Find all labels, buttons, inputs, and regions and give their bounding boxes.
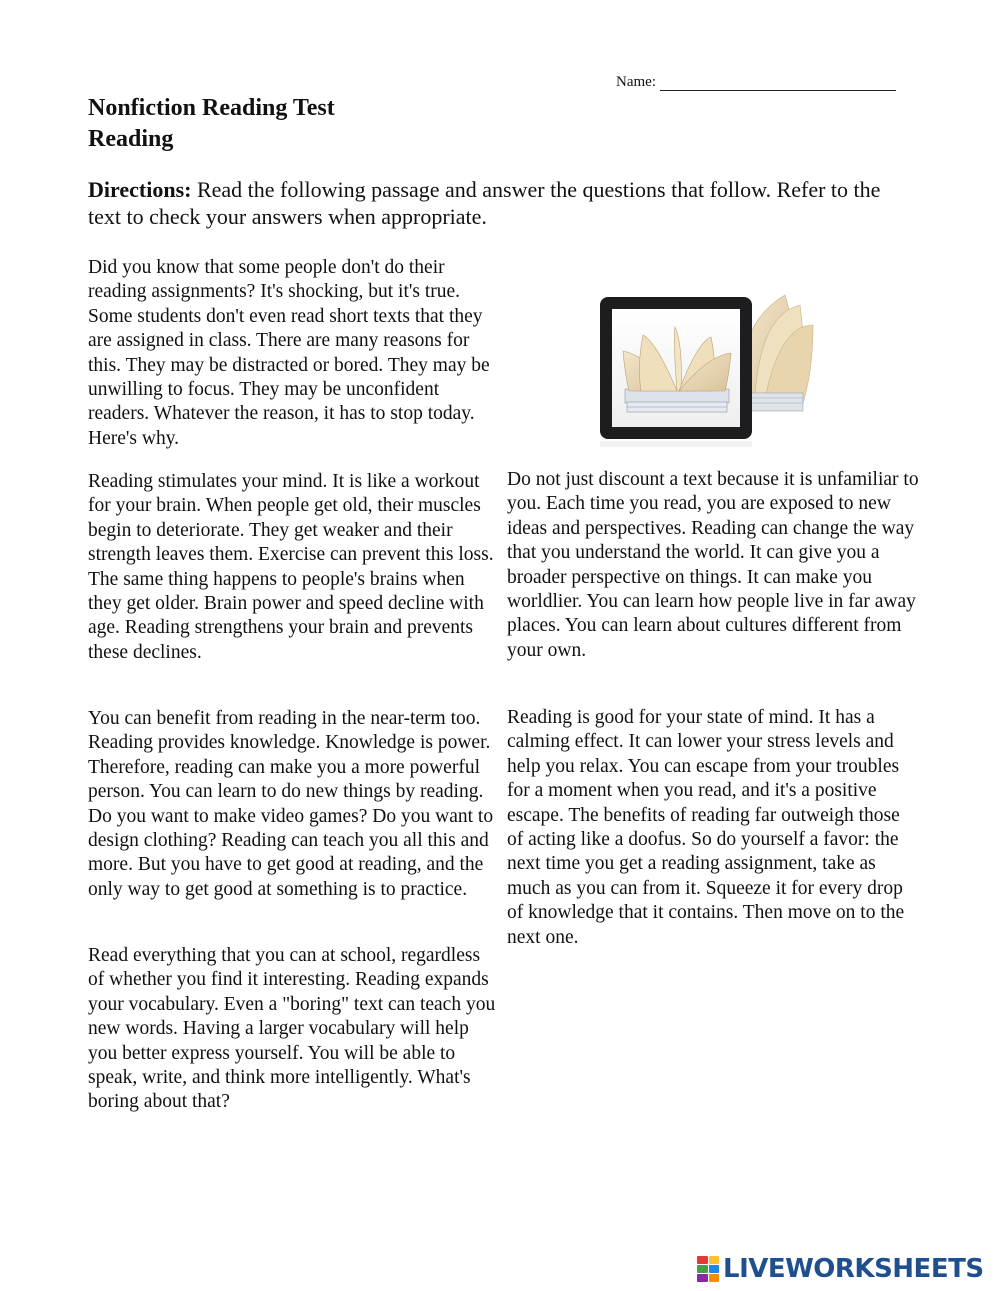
directions-label: Directions:	[88, 177, 192, 202]
passage-paragraph-4: Read everything that you can at school, regardless of whether you find it interesting. Reading expands your vocabulary. Even a "boring" text can teach you new words. Having a larger vocabulary will help you better express yourself. You will be able to speak, write, and think more intelligently. What's boring about that?	[88, 945, 496, 1113]
tablet-reflection	[600, 441, 752, 447]
directions	[88, 176, 918, 230]
title-line-1: Nonfiction Reading Test	[88, 95, 335, 121]
tablet-with-open-book-icon	[585, 285, 825, 450]
logo-block	[697, 1265, 708, 1273]
logo-block	[709, 1265, 720, 1273]
passage-paragraph-1: Did you know that some people don't do their reading assignments? It's shocking, but it's true. Some students don't even read short texts that they are assigned in class. There are many reasons for this. They may be distracted or bored. They may be unwilling to focus. They may be unconfident readers. Whatever the reason, it has to stop today. Here's why.	[88, 257, 490, 449]
tablet	[600, 297, 752, 439]
name-field	[616, 74, 896, 91]
passage-paragraph-3: You can benefit from reading in the near-term too. Reading provides knowledge. Knowledge is power. Therefore, reading can make you a more powerful person. You can learn to do new things by reading. Do you want to make video games? Do you want to design clothing? Reading can teach you all this and more. But you have to get good at reading, and the only way to get good at something is to practice.	[88, 708, 494, 900]
logo-block	[709, 1274, 720, 1282]
name-label: Name:	[616, 74, 656, 90]
liveworksheets-logo	[697, 1255, 984, 1283]
book-pages-behind	[743, 295, 813, 411]
logo-block	[709, 1256, 720, 1264]
name-blank-line[interactable]	[660, 76, 896, 91]
passage-paragraph-2: Reading stimulates your mind. It is like a workout for your brain. When people get old, their muscles begin to deteriorate. They get weaker and their strength leaves them. Exercise can prevent this loss. The same thing happens to people's brains when they get older. Brain power and speed decline with age. Reading strengthens your brain and prevents these declines.	[88, 471, 494, 663]
passage-paragraph-5: Do not just discount a text because it is unfamiliar to you. Each time you read, you are exposed to new ideas and perspectives. Reading can change the way that you understand the world. It can give you a broader perspective on things. It can make you worldlier. You can learn how people live in far away places. You can learn about cultures different from your own.	[507, 469, 919, 661]
logo-mark-icon	[697, 1256, 719, 1282]
logo-block	[697, 1256, 708, 1264]
page-title	[88, 93, 335, 155]
logo-block	[697, 1274, 708, 1282]
logo-text: LIVEWORKSHEETS	[723, 1254, 984, 1284]
passage-paragraph-6: Reading is good for your state of mind. It has a calming effect. It can lower your stress levels and help you relax. You can escape from your troubles for a moment when you read, and it's a positive escape. The benefits of reading far outweigh those of acting like a doofus. So do yourself a favor: the next time you get a reading assignment, take as much as you can from it. Squeeze it for every drop of knowledge that it contains. Then move on to the next one.	[507, 707, 905, 948]
title-line-2: Reading	[88, 126, 174, 152]
directions-text: Read the following passage and answer the questions that follow. Refer to the text to check your answers when appropriate.	[88, 177, 881, 229]
